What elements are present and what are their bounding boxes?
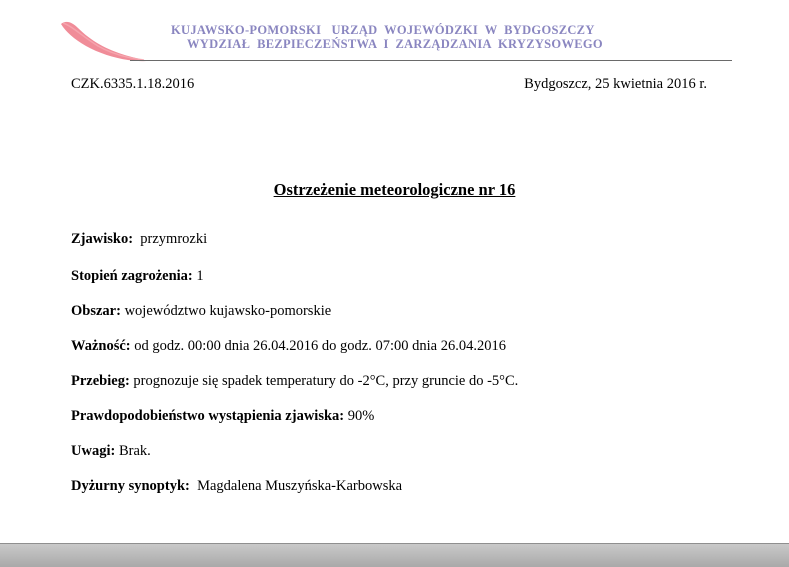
document-title: Ostrzeżenie meteorologiczne nr 16 (273, 180, 516, 199)
field-label: Przebieg: (71, 373, 130, 389)
field-value: Brak. (115, 443, 151, 459)
field-label: Zjawisko: (71, 231, 134, 247)
department-name-heading: WYDZIAŁ BEZPIECZEŃSTWA I ZARZĄDZANIA KRYZYSOWEGO (187, 37, 603, 51)
field-value: Magdalena Muszyńska-Karbowska (189, 478, 403, 494)
document-reference: CZK.6335.1.18.2016 (71, 76, 195, 92)
pink-brushstroke-logo-icon (58, 18, 148, 64)
header-divider (130, 60, 732, 61)
field-label: Dyżurny synoptyk: (71, 478, 190, 494)
field-value: 90% (344, 408, 375, 424)
field-value: przymrozki (133, 231, 208, 247)
office-name-heading: KUJAWSKO-POMORSKI URZĄD WOJEWÓDZKI W BYDGOSZCZY (171, 23, 595, 37)
field-threat-level (71, 268, 204, 285)
window-bottom-bar (0, 543, 789, 567)
field-remarks (71, 443, 151, 460)
field-label: Ważność: (71, 338, 131, 354)
field-value: województwo kujawsko-pomorskie (120, 303, 332, 319)
field-value: 1 (192, 268, 204, 284)
place-date: Bydgoszcz, 25 kwietnia 2016 r. (524, 76, 707, 92)
field-area (71, 303, 331, 320)
field-probability (71, 408, 374, 425)
field-label: Stopień zagrożenia: (71, 268, 193, 284)
field-label: Prawdopodobieństwo wystąpienia zjawiska: (71, 408, 345, 424)
field-duty-forecaster (71, 478, 402, 495)
field-label: Uwagi: (71, 443, 116, 459)
field-value: prognozuje się spadek temperatury do -2°C, przy gruncie do -5°C. (129, 373, 519, 389)
field-label: Obszar: (71, 303, 121, 319)
field-validity (71, 338, 506, 355)
field-value: od godz. 00:00 dnia 26.04.2016 do godz. 07:00 dnia 26.04.2016 (130, 338, 506, 354)
field-phenomenon (71, 231, 207, 248)
field-course (71, 373, 518, 390)
